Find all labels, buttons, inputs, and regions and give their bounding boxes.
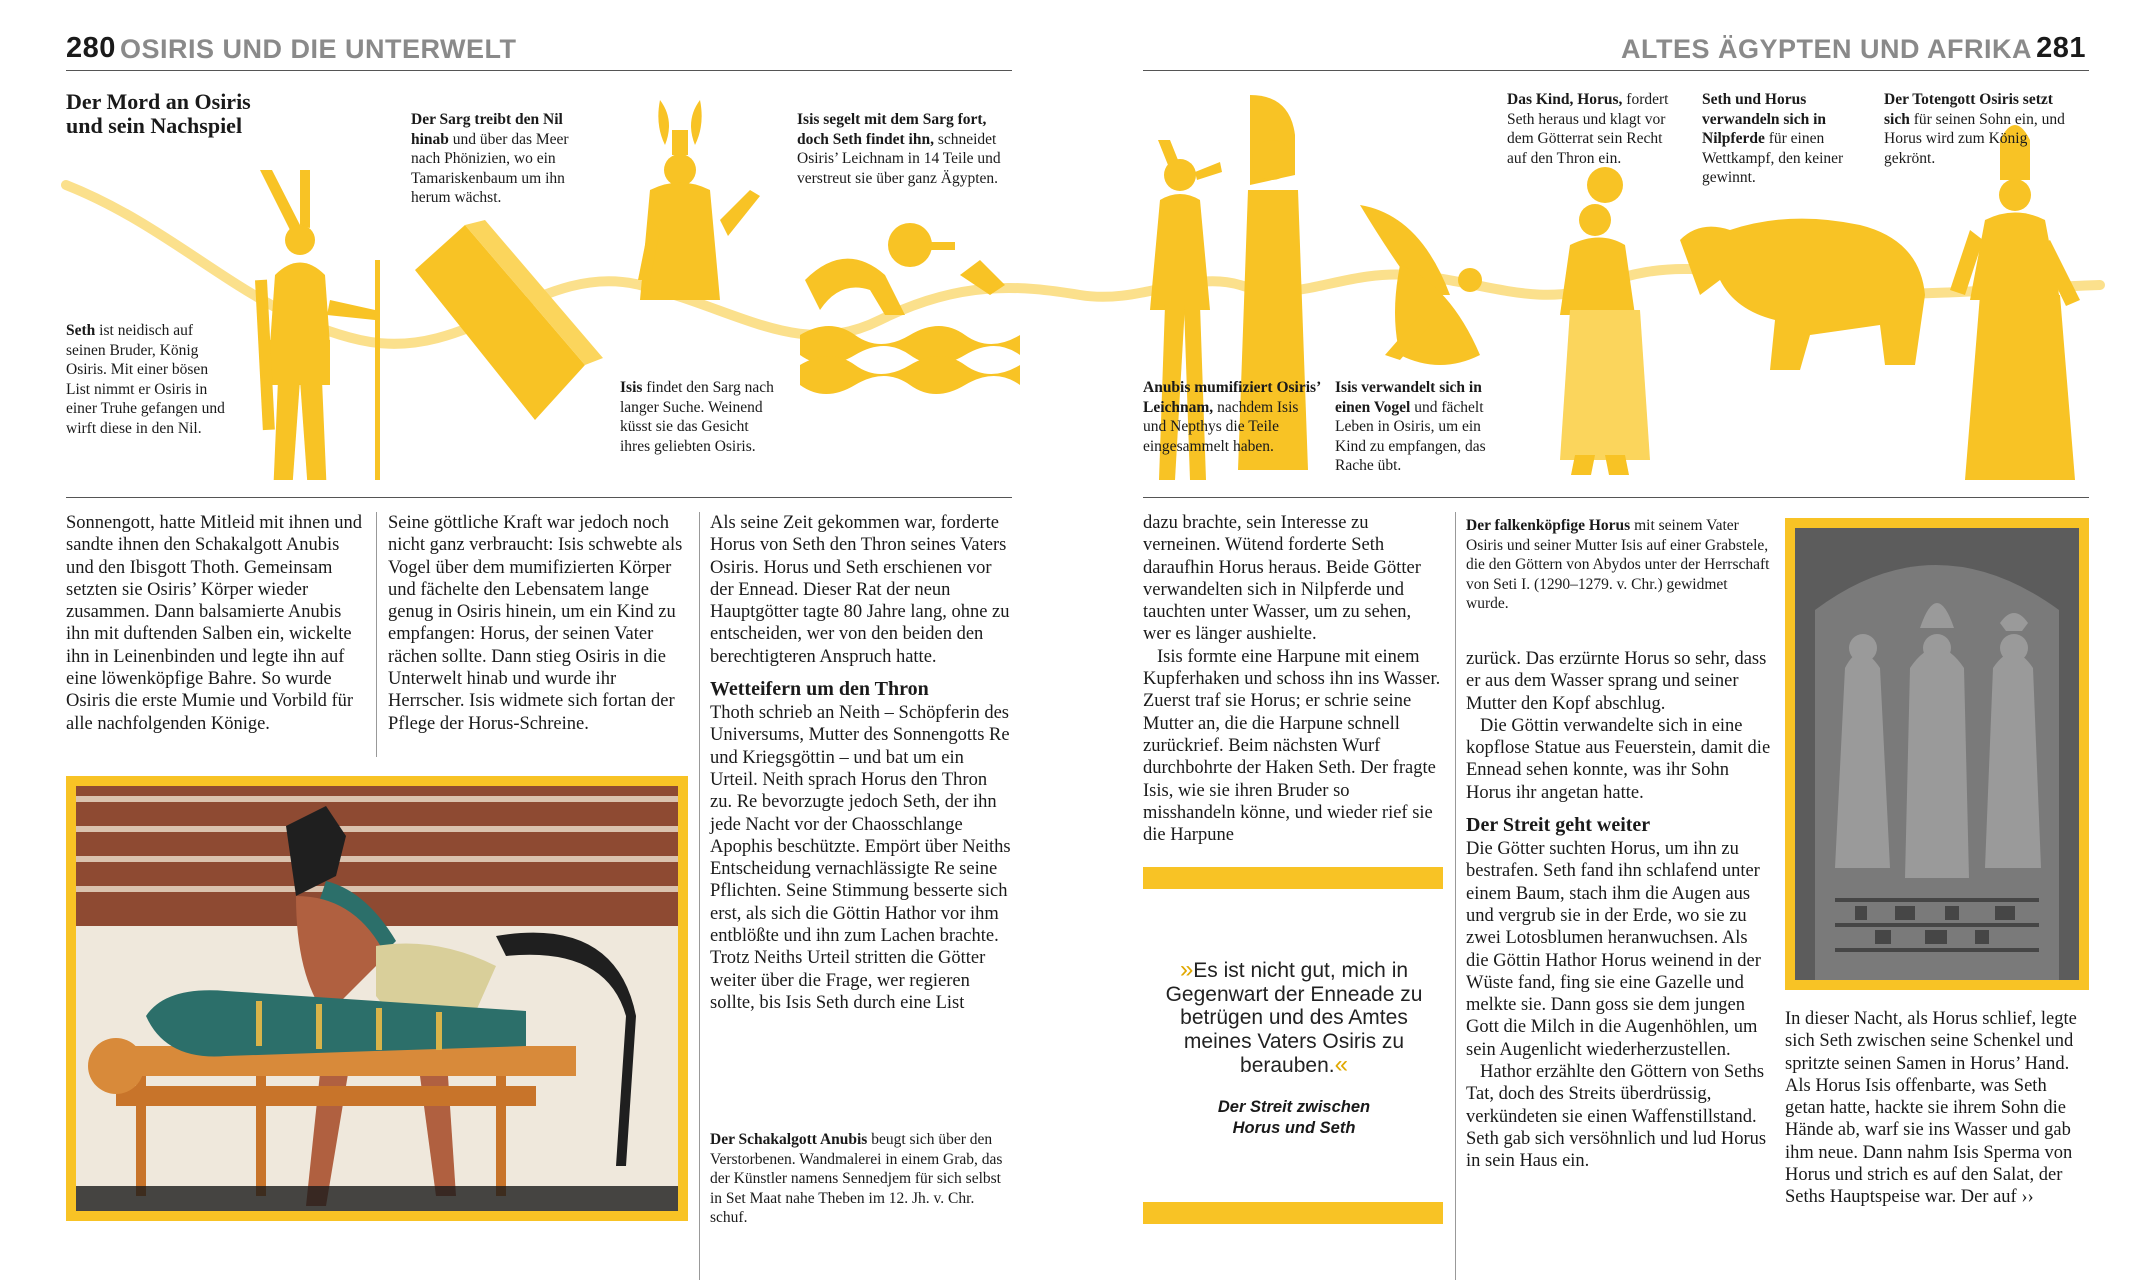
body-column-5: zurück. Das erzürnte Horus so sehr, dass er aus dem Wasser sprang und seiner Mutter den Kopf abschlug. Die Göttin verwandelte sich in eine kopflose Statue aus Feuerstein, damit die Ennead sehen konnte, was ihr Sohn Horus ihr angetan hatte. Der Streit geht weiter Die Götter suchten Horus, um ihn zu bestrafen. Seth fand ihn schlafend unter einem Baum, stach ihm die Augen aus und vergrub sie in der Erde, wo sie zu zwei Lotosblumen heranwuchsen. Als die Göttin Hathor Horus weinend in der Wüste fand, fing sie eine Gazelle und melkte sie. Dann goss sie dem jungen Gott die Milch in die Augenhöhlen, um sein Augenlicht wiederherzustellen. Hathor erzählte den Göttern von Seths Tat, doch des Streits überdrüssig, verkündeten sie einen Waffenstillstand. Seth gab sich versöhnlich und lud Horus in sein Haus ein.	[1466, 649, 1771, 1172]
anubis-painting	[76, 786, 678, 1211]
stele-frame	[1785, 518, 2089, 990]
isis-figure	[638, 100, 760, 300]
quote-source	[1150, 1097, 1438, 1139]
bird-figure	[1360, 205, 1482, 365]
col-divider-2	[699, 512, 700, 1280]
quote-source-line1: Der Streit zwischen	[1217, 1098, 1371, 1116]
continue-mark: ››	[2021, 1187, 2034, 1208]
left-header-rule	[66, 70, 1012, 71]
intro-title	[66, 90, 251, 138]
quote-close-mark: «	[1334, 1051, 1348, 1078]
heading-streit-geht-weiter: Der Streit geht weiter	[1466, 814, 1651, 837]
quote-bottom-bar	[1143, 1202, 1443, 1224]
stele-caption: Der falkenköpfige Horus mit seinem Vater Osiris und seiner Mutter Isis auf einer Grabstele, die den Göttern von Abydos unter der Herrschaft von Seti I. (1290–1279. v. Chr.) gewidmet wurde.	[1466, 517, 1770, 612]
stele-image	[1795, 528, 2079, 980]
caption-hippo: Seth und Horus verwandeln sich in Nilpferde für einen Wettkampf, den keiner gewinnt.	[1702, 91, 1844, 186]
right-page-title: ALTES ÄGYPTEN UND AFRIKA	[1620, 34, 2032, 64]
quote-text: Es ist nicht gut, mich in Gegenwart der Enneade zu betrügen und des Amtes meines Vaters Osiris zu berauben.	[1165, 959, 1423, 1077]
body-column-4: dazu brachte, sein Interesse zu verneinen. Wütend forderte Seth daraufhin Horus heraus. Beide Götter verwandelten sich in Nilpferde und tauchten unter Wasser, um zu sehen, wer es länger aushielte. Isis formte eine Harpune mit einem Kupferhaken und schoss ihn ins Wasser. Zuerst traf sie Horus; er schrie seine Mutter an, die die Harpune schnell zurückrief. Beim nächsten Wurf durchbohrte der Haken Seth. Der fragte Isis, wie sie ihren Bruder so misshandeln könne, und wieder rief sie die Harpune	[1143, 513, 1441, 846]
left-page-title: OSIRIS UND DIE UNTERWELT	[120, 34, 517, 64]
caption-bird: Isis verwandelt sich in einen Vogel und fächelt Leben in Osiris, um ein Kind zu empfangen, das Rache übt.	[1335, 379, 1486, 474]
caption-horus: Das Kind, Horus, fordert Seth heraus und klagt vor dem Götterrat sein Recht auf den Thron ein.	[1507, 91, 1669, 167]
left-mid-rule	[66, 497, 1012, 498]
coffin-figure	[415, 220, 603, 420]
horus-figure	[1560, 167, 1650, 475]
body-column-6: In dieser Nacht, als Horus schlief, legte sich Seth zwischen seine Schenkel und spritzte seinen Samen in Horus’ Hand. Als Horus Isis offenbarte, was Seth getan hatte, hackte sie ihrem Sohn die Hände ab, warf sie ins Wasser und gab ihm neue. Dann nahm Isis Sperma von Horus und strich es auf den Salat, der Seths Hauptspeise war. Der auf ››	[1785, 1009, 2077, 1208]
col-divider-1	[376, 512, 377, 757]
anubis-painting-caption: Der Schakalgott Anubis beugt sich über den Verstorbenen. Wandmalerei in einem Grab, das der Künstler namens Sennedjem für sich selbst in Set Maat nahe Theben im 12. Jh. v. Chr. schuf.	[710, 1131, 1003, 1226]
caption-coffin: Der Sarg treibt den Nil hinab und über das Meer nach Phönizien, wo ein Tamariskenbaum um ihn herum wächst.	[411, 111, 569, 206]
caption-anubis: Anubis mumifiziert Osiris’ Leichnam, nachdem Isis und Nepthys die Teile eingesammelt haben.	[1143, 379, 1321, 455]
hippo-figure	[1680, 219, 1925, 370]
heading-wetteifern: Wetteifern um den Thron	[710, 678, 929, 701]
right-mid-rule	[1143, 497, 2089, 498]
body-column-2: Seine göttliche Kraft war jedoch noch nicht ganz verbraucht: Isis schwebte als Vogel über dem mumifizierten Körper und fächelte den Lebensatem lange genug in Osiris hinein, um ein Kind zu empfangen: Horus, der seinen Vater rächen sollte. Dann stieg Osiris in die Unterwelt hinab und wurde ihr Herrscher. Isis widmete sich fortan der Pflege der Horus-Schreine.	[388, 513, 683, 734]
anubis-painting-frame	[66, 776, 688, 1221]
col-divider-3	[1455, 512, 1456, 1280]
quote-top-bar	[1143, 867, 1443, 889]
quote-open-mark: »	[1179, 956, 1194, 983]
intro-title-line1: Der Mord an Osiris	[66, 89, 251, 114]
osiris-figure	[1950, 125, 2080, 480]
pull-quote	[1150, 958, 1438, 1078]
body-column-1: Sonnengott, hatte Mitleid mit ihnen und sandte ihnen den Schakalgott Anubis und den Ibisgott Thoth. Gemeinsam setzten sie Osiris’ Körper wieder zusammen. Dann balsamierte Anubis ihn mit duftenden Salben ein, wickelte ihn in Leinenbinden und legte ihn auf eine löwenköpfige Bahre. So wurde Osiris die erste Mumie und Vorbild für alle nachfolgenden Könige.	[66, 513, 362, 734]
left-page-number: 280	[66, 32, 116, 64]
caption-isis-finds: Isis findet den Sarg nach langer Suche. Weinend küsst sie das Gesicht ihres geliebten Osiris.	[620, 379, 774, 455]
caption-seth: Seth ist neidisch auf seinen Bruder, König Osiris. Mit einer bösen List nimmt er Osiris in einer Truhe gefangen und wirft diese in den Nil.	[66, 322, 225, 437]
quote-source-line2: Horus und Seth	[1232, 1119, 1356, 1137]
right-page-number: 281	[2036, 32, 2086, 64]
intro-title-line2: und sein Nachspiel	[66, 113, 243, 138]
right-header-rule	[1143, 70, 2089, 71]
caption-osiris: Der Totengott Osiris setzt sich für seinen Sohn ein, und Horus wird zum König gekrönt.	[1884, 91, 2065, 167]
caption-isis-sails: Isis segelt mit dem Sarg fort, doch Seth findet ihn, schneidet Osiris’ Leichnam in 14 Teile und verstreut sie über ganz Ägypten.	[797, 111, 1001, 187]
seth-figure	[255, 170, 380, 480]
body-column-3: Als seine Zeit gekommen war, forderte Horus von Seth den Thron seines Vaters Osiris. Horus und Seth erschienen vor der Ennead. Dieser Rat der neun Hauptgötter tagte 80 Jahre lang, ohne zu entscheiden, wer von den beiden den berechtigteren Anspruch hatte. Wetteifern um den Thron Thoth schrieb an Neith – Schöpferin des Universums, Mutter des Sonnengotts Re und Kriegsgöttin – und bat um ein Urteil. Neith sprach Horus den Thron zu. Re bevorzugte jedoch Seth, der ihn jede Nacht vor der Chaosschlange Apophis beschützte. Empört über Neiths Entscheidung vernachlässigte Re seine Pflichten. Seine Stimmung besserte sich erst, als sich die Göttin Hathor vor ihm entblößte und ihn zum Lachen brachte. Trotz Neiths Urteil stritten die Götter weiter über die Frage, wer regieren sollte, bis Isis Seth durch eine List	[710, 513, 1011, 1013]
